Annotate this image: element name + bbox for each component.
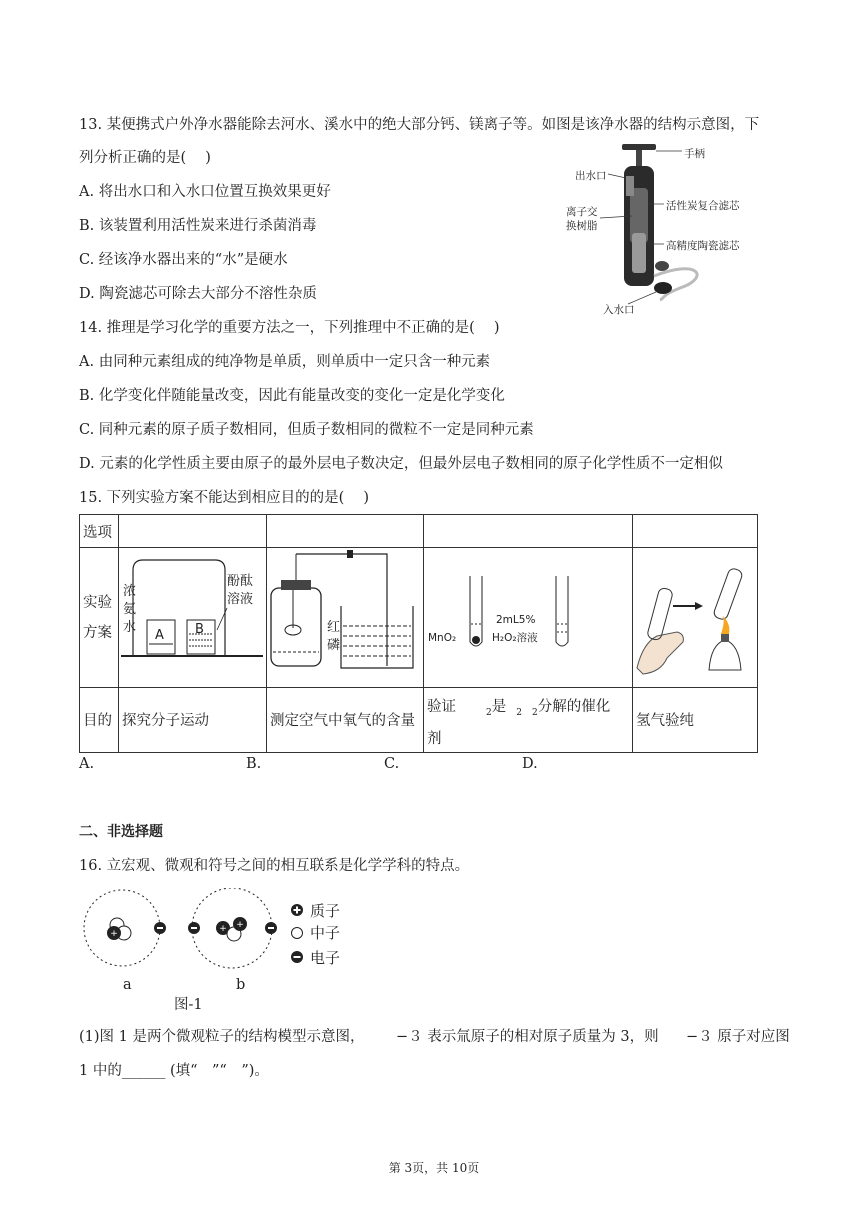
q13-option-a: A. 将出水口和入水口位置互换效果更好	[79, 184, 331, 200]
q13-option-b: B. 该装置利用活性炭来进行杀菌消毒	[79, 218, 317, 234]
svg-text:+: +	[236, 920, 244, 930]
purpose-c-sub1: 2	[486, 707, 492, 718]
q13-option-c: C. 经该净水器出来的“水”是硬水	[79, 252, 288, 268]
q16-stem: 16. 立宏观、微观和符号之间的相互联系是化学学科的特点。	[79, 858, 470, 874]
cell-empty	[267, 515, 424, 548]
q13-stem-line2: 列分析正确的是( )	[79, 150, 211, 166]
q16-part1-line1-a: (1)图 1 是两个微观粒子的结构模型示意图，	[79, 1029, 365, 1045]
cell-empty	[424, 515, 633, 548]
label-red-phosphorus-1: 红	[327, 620, 341, 635]
legend-proton: 质子	[310, 902, 341, 920]
q15-answer-d: D.	[522, 756, 538, 772]
q16-part1-line1-b: −３ 表示氚原子的相对原子质量为 3，则	[396, 1029, 659, 1045]
row-header-option: 选项	[80, 515, 119, 548]
q15-answer-c: C.	[384, 756, 400, 772]
purpose-c-sub3: 2	[531, 707, 538, 718]
row-header-purpose: 目的	[80, 688, 119, 753]
purpose-c-part6: 分解的催化	[537, 699, 611, 715]
section-title: 二、非选择题	[79, 824, 163, 840]
legend-electron: 电子	[310, 949, 341, 967]
experiment-a-figure	[119, 548, 267, 688]
q16-part1-line1-c: −３ 原子对应图	[686, 1029, 790, 1045]
neutron-legend-icon	[290, 926, 304, 940]
q15-answer-a: A.	[79, 756, 95, 772]
q13-stem-line1: 13. 某便携式户外净水器能除去河水、溪水中的绝大部分钙、镁离子等。如图是该净水器的结构示意图，下	[79, 117, 760, 133]
page-footer: 第 3页，共 10页	[388, 1161, 480, 1175]
purifier-resin-label-1: 离子交	[566, 206, 598, 218]
q15-stem: 15. 下列实验方案不能达到相应目的的是( )	[79, 490, 370, 506]
q14-option-c: C. 同种元素的原子质子数相同，但质子数相同的微粒不一定是同种元素	[79, 422, 534, 438]
label-mno2: MnO₂	[428, 632, 457, 644]
label-ammonia-3: 水	[123, 620, 137, 635]
purifier-resin-label-2: 换树脂	[566, 220, 598, 232]
purpose-c-part3: 是	[491, 699, 507, 715]
cell-empty	[633, 515, 758, 548]
svg-text:+: +	[219, 924, 227, 934]
purifier-ceramic-label: 高精度陶瓷滤芯	[666, 240, 740, 252]
experiment-d-figure	[633, 548, 758, 688]
purifier-outlet-label: 出水口	[575, 170, 607, 182]
q15-experiment-table	[79, 514, 758, 753]
label-h2o2-solution: H₂O₂溶液	[492, 632, 538, 644]
svg-text:+: +	[110, 929, 118, 939]
purifier-carbon-label: 活性炭复合滤芯	[666, 200, 740, 212]
purpose-d: 氢气验纯	[633, 688, 758, 753]
purpose-c-part7: 剂	[427, 730, 442, 747]
purpose-c-sub2: 2	[516, 707, 522, 718]
label-phenolphthalein-1: 酚酞	[227, 574, 254, 589]
atom-model-figure	[80, 888, 280, 974]
label-ammonia-2: 氨	[123, 602, 137, 617]
purpose-c-part1: 验证	[427, 699, 456, 715]
caption-b: b	[236, 977, 246, 993]
q16-part1-line2: 1 中的______ (填“ ”“ ”)。	[79, 1063, 269, 1079]
cell-empty	[119, 515, 267, 548]
label-beaker-b: B	[195, 622, 204, 637]
q13-option-d: D. 陶瓷滤芯可除去大部分不溶性杂质	[79, 286, 317, 302]
purifier-inlet-label: 入水口	[603, 304, 635, 316]
q14-stem: 14. 推理是学习化学的重要方法之一，下列推理中不正确的是( )	[79, 320, 500, 336]
caption-a: a	[123, 977, 132, 993]
legend-neutron: 中子	[310, 924, 341, 942]
figure-caption: 图-1	[174, 997, 203, 1013]
label-ammonia-1: 浓	[123, 584, 137, 599]
label-beaker-a: A	[155, 628, 164, 643]
electron-legend-icon	[290, 950, 304, 964]
q14-option-b: B. 化学变化伴随能量改变，因此有能量改变的变化一定是化学变化	[79, 388, 505, 404]
experiment-b-figure	[267, 548, 424, 688]
experiment-c-figure	[424, 548, 633, 688]
proton-legend-icon	[290, 903, 304, 917]
purpose-a: 探究分子运动	[119, 688, 267, 753]
purpose-b: 测定空气中氧气的含量	[267, 688, 424, 753]
q14-option-a: A. 由同种元素组成的纯净物是单质，则单质中一定只含一种元素	[79, 354, 491, 370]
q14-option-d: D. 元素的化学性质主要由原子的最外层电子数决定，但最外层电子数相同的原子化学性质不一定相似	[79, 456, 723, 472]
row-header-plan: 实验方案	[80, 548, 119, 688]
label-red-phosphorus-2: 磷	[327, 638, 341, 653]
purifier-handle-label: 手柄	[684, 148, 705, 160]
q15-answer-b: B.	[246, 756, 262, 772]
label-concentration: 2mL5%	[496, 614, 536, 626]
label-phenolphthalein-2: 溶液	[227, 592, 254, 607]
purpose-c	[424, 688, 633, 753]
